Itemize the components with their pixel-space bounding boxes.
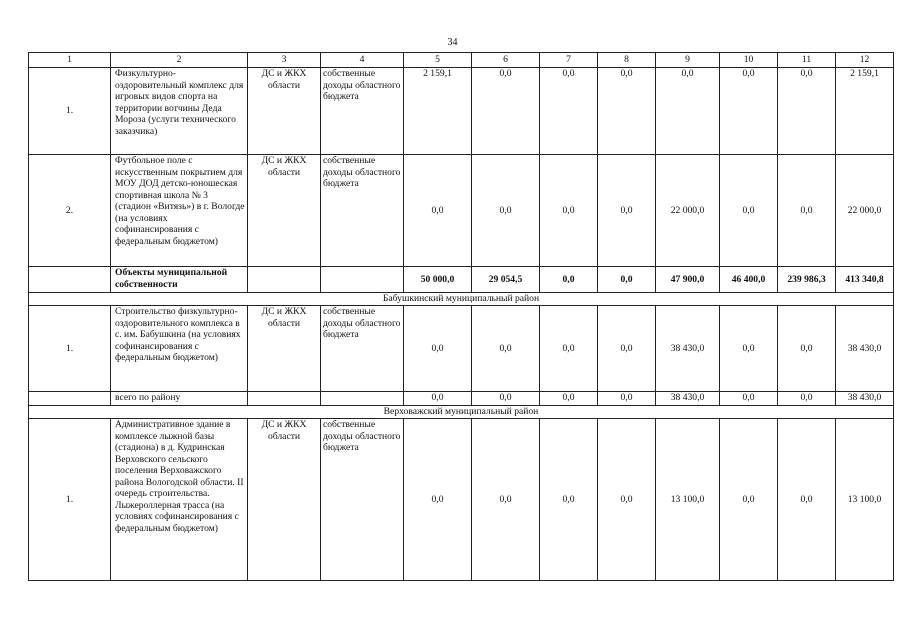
funding-source: собственные доходы областного бюджета bbox=[321, 155, 404, 267]
object-name: Административное здание в комплексе лыжной базы (стадиона) в д. Кудринская Верховского сельского поселения Верховажского района Вологодской области. II очередь строительства. Лыжероллерная трасса (на условиях софинансирования с федеральным бюджетом) bbox=[111, 419, 248, 581]
column-header: 3 bbox=[248, 53, 321, 68]
object-name: Футбольное поле с искусственным покрытием для МОУ ДОД детско-юношеская спортивная школа № 3 (стадион «Витязь») в г. Вологде (на условиях софинансирования с федеральным бюджетом) bbox=[111, 155, 248, 267]
empty-cell bbox=[248, 267, 321, 293]
total-value: 0,0 bbox=[598, 267, 656, 293]
column-header: 10 bbox=[720, 53, 778, 68]
value-cell: 0,0 bbox=[404, 419, 472, 581]
value-cell: 0,0 bbox=[598, 68, 656, 155]
object-name: Строительство физкультурно-оздоровительного комплекса в с. им. Бабушкина (на условиях софинансирования с федеральным бюджетом) bbox=[111, 306, 248, 392]
value-cell: 0,0 bbox=[598, 419, 656, 581]
district-heading: Бабушкинский муниципальный район bbox=[29, 293, 894, 306]
value-cell: 0,0 bbox=[778, 306, 836, 392]
empty-cell bbox=[321, 392, 404, 406]
value-cell: 38 430,0 bbox=[836, 306, 894, 392]
value-cell: 0,0 bbox=[540, 155, 598, 267]
value-cell: 13 100,0 bbox=[656, 419, 720, 581]
total-value: 239 986,3 bbox=[778, 267, 836, 293]
budget-table bbox=[28, 52, 894, 581]
empty-cell bbox=[248, 392, 321, 406]
column-header: 4 bbox=[321, 53, 404, 68]
table-row bbox=[29, 419, 894, 581]
subtotal-row bbox=[29, 392, 894, 406]
executor: ДС и ЖКХ области bbox=[248, 155, 321, 267]
total-row bbox=[29, 267, 894, 293]
row-number: 1. bbox=[29, 306, 111, 392]
total-value: 413 340,8 bbox=[836, 267, 894, 293]
column-header: 5 bbox=[404, 53, 472, 68]
subtotal-value: 0,0 bbox=[404, 392, 472, 406]
value-cell: 22 000,0 bbox=[836, 155, 894, 267]
executor: ДС и ЖКХ области bbox=[248, 306, 321, 392]
empty-cell bbox=[29, 267, 111, 293]
value-cell: 0,0 bbox=[540, 306, 598, 392]
row-number: 2. bbox=[29, 155, 111, 267]
value-cell: 0,0 bbox=[472, 419, 540, 581]
empty-cell bbox=[29, 392, 111, 406]
value-cell: 0,0 bbox=[778, 68, 836, 155]
total-label: Объекты муниципальной собственности bbox=[111, 267, 248, 293]
column-header: 2 bbox=[111, 53, 248, 68]
subtotal-value: 0,0 bbox=[540, 392, 598, 406]
column-header: 7 bbox=[540, 53, 598, 68]
page-number: 34 bbox=[447, 37, 458, 48]
value-cell: 0,0 bbox=[720, 155, 778, 267]
table-row bbox=[29, 306, 894, 392]
total-value: 46 400,0 bbox=[720, 267, 778, 293]
value-cell: 0,0 bbox=[720, 306, 778, 392]
district-row bbox=[29, 406, 894, 419]
empty-cell bbox=[321, 267, 404, 293]
column-header-row bbox=[29, 53, 894, 68]
value-cell: 0,0 bbox=[472, 306, 540, 392]
value-cell: 0,0 bbox=[472, 68, 540, 155]
value-cell: 0,0 bbox=[656, 68, 720, 155]
funding-source: собственные доходы областного бюджета bbox=[321, 306, 404, 392]
column-header: 12 bbox=[836, 53, 894, 68]
subtotal-value: 0,0 bbox=[472, 392, 540, 406]
value-cell: 2 159,1 bbox=[836, 68, 894, 155]
district-row bbox=[29, 293, 894, 306]
column-header: 1 bbox=[29, 53, 111, 68]
value-cell: 0,0 bbox=[472, 155, 540, 267]
value-cell: 2 159,1 bbox=[404, 68, 472, 155]
subtotal-value: 0,0 bbox=[598, 392, 656, 406]
executor: ДС и ЖКХ области bbox=[248, 419, 321, 581]
row-number: 1. bbox=[29, 68, 111, 155]
value-cell: 0,0 bbox=[404, 306, 472, 392]
funding-source: собственные доходы областного бюджета bbox=[321, 68, 404, 155]
value-cell: 0,0 bbox=[778, 155, 836, 267]
column-header: 8 bbox=[598, 53, 656, 68]
district-heading: Верховажский муниципальный район bbox=[29, 406, 894, 419]
value-cell: 0,0 bbox=[720, 419, 778, 581]
value-cell: 0,0 bbox=[540, 419, 598, 581]
total-value: 0,0 bbox=[540, 267, 598, 293]
total-value: 47 900,0 bbox=[656, 267, 720, 293]
value-cell: 0,0 bbox=[540, 68, 598, 155]
value-cell: 38 430,0 bbox=[656, 306, 720, 392]
funding-source: собственные доходы областного бюджета bbox=[321, 419, 404, 581]
total-value: 29 054,5 bbox=[472, 267, 540, 293]
column-header: 6 bbox=[472, 53, 540, 68]
subtotal-label: всего по району bbox=[111, 392, 248, 406]
subtotal-value: 38 430,0 bbox=[656, 392, 720, 406]
value-cell: 22 000,0 bbox=[656, 155, 720, 267]
column-header: 9 bbox=[656, 53, 720, 68]
value-cell: 0,0 bbox=[720, 68, 778, 155]
table-row bbox=[29, 155, 894, 267]
table-row bbox=[29, 68, 894, 155]
row-number: 1. bbox=[29, 419, 111, 581]
value-cell: 0,0 bbox=[404, 155, 472, 267]
value-cell: 13 100,0 bbox=[836, 419, 894, 581]
value-cell: 0,0 bbox=[598, 306, 656, 392]
subtotal-value: 0,0 bbox=[720, 392, 778, 406]
subtotal-value: 0,0 bbox=[778, 392, 836, 406]
total-value: 50 000,0 bbox=[404, 267, 472, 293]
subtotal-value: 38 430,0 bbox=[836, 392, 894, 406]
object-name: Физкультурно-оздоровительный комплекс для игровых видов спорта на территории вотчины Деда Мороза (услуги технического заказчика) bbox=[111, 68, 248, 155]
column-header: 11 bbox=[778, 53, 836, 68]
value-cell: 0,0 bbox=[598, 155, 656, 267]
executor: ДС и ЖКХ области bbox=[248, 68, 321, 155]
value-cell: 0,0 bbox=[778, 419, 836, 581]
